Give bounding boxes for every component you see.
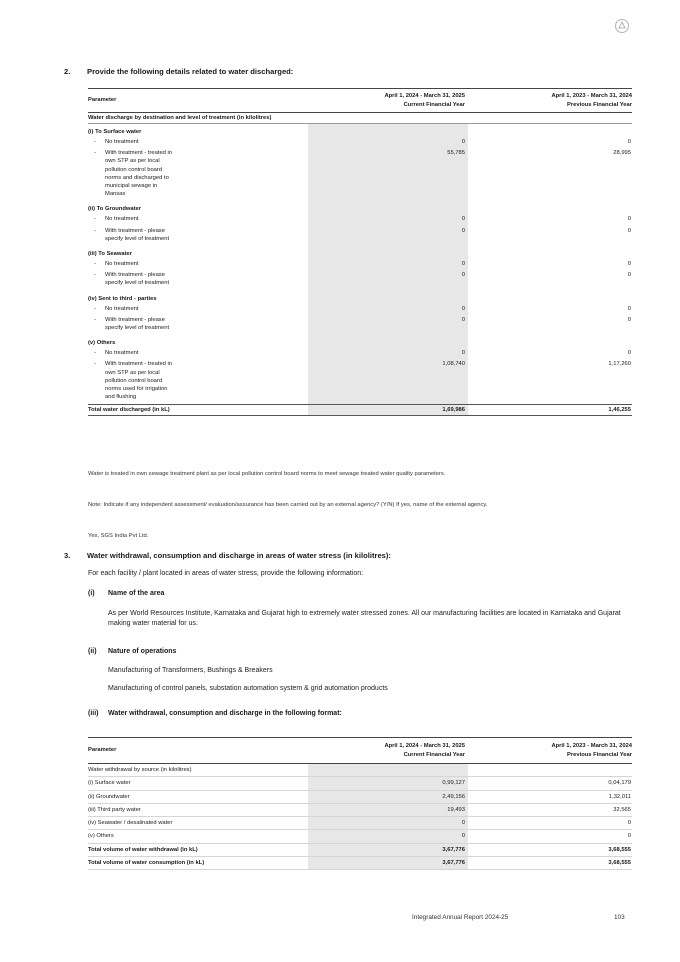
current-year-value: 0 <box>308 349 468 360</box>
subsection-title: Nature of operations <box>108 648 177 655</box>
table-row <box>88 305 632 316</box>
total-label: Total water discharged (in kL) <box>88 405 308 416</box>
current-year-value: 3,67,776 <box>308 857 468 870</box>
header-parameter: Parameter <box>88 89 308 113</box>
row-label: With treatment - treated in own STP as per local pollution control board norms and discharged to municipal sewage in Mansas <box>105 150 173 198</box>
row-label: No treatment <box>105 139 139 145</box>
header-previous-year: April 1, 2023 - March 31, 2024 Previous Financial Year <box>468 738 632 764</box>
note-assurance: Note: Indicate if any independent assessment/ evaluation/assurance has been carried out by an external agency? (Y/N) If yes, name of the external agency. <box>88 502 488 508</box>
row-label: With treatment - treated in own STP as per local pollution control board norms used for irrigation and flushing <box>105 361 173 401</box>
row-label-cell <box>88 215 308 226</box>
section-3-intro: For each facility / plant located in areas of water stress, provide the following information: <box>88 570 364 577</box>
table-total-row <box>88 405 632 416</box>
previous-year-value: 0 <box>627 272 631 279</box>
current-year-value: 0 <box>308 271 468 290</box>
previous-year-value: 0 <box>468 830 632 843</box>
note-treatment: Water is treated in own sewage treatment plant as per local pollution control board norms to meet sewage treated water quality parameters. <box>88 471 446 477</box>
current-year-value: 0,99,127 <box>308 777 468 790</box>
table-row <box>88 271 632 290</box>
row-label: With treatment - please specify level of treatment <box>105 316 170 332</box>
table-row <box>88 215 632 226</box>
table-row <box>88 260 632 271</box>
table-row <box>88 843 632 856</box>
header-current-year: April 1, 2024 - March 31, 2025 Current Financial Year <box>308 89 468 113</box>
section-number: 2. <box>64 67 71 76</box>
row-label: (iii) Third party water <box>88 803 308 816</box>
row-label: Water withdrawal by source (in kilolitres) <box>88 764 308 777</box>
area-description: As per World Resources Institute, Karnataka and Gujarat high to extremely water stressed zones. All our manufacturing facilities are located in Karnataka and Gujarat making water material for us. <box>108 610 621 627</box>
current-year-value: 0 <box>308 316 468 335</box>
previous-year-value: 0 <box>627 216 631 223</box>
row-label: With treatment - please specify level of treatment <box>105 227 170 242</box>
water-discharge-table <box>88 88 632 416</box>
dash-bullet: - <box>94 272 96 279</box>
current-year-value: 1,08,740 <box>308 360 468 405</box>
operations-line-1: Manufacturing of Transformers, Bushings & Breakers <box>108 667 273 674</box>
row-label-cell <box>88 271 308 290</box>
section-3-heading <box>64 551 624 563</box>
dash-bullet: - <box>94 139 96 145</box>
previous-year-cell <box>468 335 632 349</box>
current-year-value: 0 <box>308 138 468 149</box>
table-row <box>88 817 632 830</box>
previous-year-value: 0 <box>627 139 631 145</box>
total-current: 1,69,986 <box>308 405 468 416</box>
current-year-value: 0 <box>308 215 468 226</box>
current-year-cell <box>308 291 468 305</box>
row-label: (i) Surface water <box>88 777 308 790</box>
row-label-cell <box>88 305 308 316</box>
row-label-cell <box>88 227 308 246</box>
section-2-heading <box>64 67 624 79</box>
subsection-ii-heading <box>88 648 628 658</box>
table-group-row <box>88 201 632 215</box>
row-label: No treatment <box>105 216 139 223</box>
dash-bullet: - <box>94 216 96 223</box>
dash-bullet: - <box>94 305 96 312</box>
table-header-row <box>88 738 632 764</box>
row-label: (v) Others <box>88 830 308 843</box>
group-label-cell: (iv) Sent to third - parties <box>88 295 157 302</box>
brand-logo-icon <box>614 18 630 34</box>
previous-year-value <box>468 764 632 777</box>
previous-year-value: 0 <box>627 305 631 312</box>
previous-year-value: 0 <box>627 227 631 234</box>
dash-bullet: - <box>94 350 96 357</box>
previous-year-value: 0 <box>627 316 631 323</box>
current-year-value: 0 <box>308 305 468 316</box>
row-label: Total volume of water withdrawal (in kL) <box>88 843 308 856</box>
dash-bullet: - <box>94 316 96 323</box>
previous-year-value: 0 <box>627 261 631 268</box>
table-row <box>88 227 632 246</box>
section-number: 3. <box>64 551 71 560</box>
row-label: No treatment <box>105 305 139 312</box>
table-row <box>88 138 632 149</box>
previous-year-value: 1,32,011 <box>468 790 632 803</box>
table-group-row <box>88 246 632 260</box>
table-row <box>88 777 632 790</box>
water-stress-table <box>88 737 632 870</box>
operations-line-2: Manufacturing of control panels, substation automation system & grid automation products <box>108 685 388 692</box>
total-previous: 1,46,255 <box>468 405 632 416</box>
dash-bullet: - <box>94 361 96 368</box>
header-parameter: Parameter <box>88 738 308 764</box>
previous-year-value: 3,68,555 <box>468 857 632 870</box>
current-year-value: 0 <box>308 817 468 830</box>
current-year-value: 0 <box>308 227 468 246</box>
table-row <box>88 316 632 335</box>
table-group-row <box>88 291 632 305</box>
previous-year-value: 28,995 <box>613 150 631 157</box>
previous-year-value: 1,17,260 <box>608 361 631 368</box>
current-year-value: 0 <box>308 830 468 843</box>
previous-year-value: 0,04,179 <box>468 777 632 790</box>
footer-report-title: Integrated Annual Report 2024-25 <box>412 914 509 921</box>
row-label-cell <box>88 316 308 335</box>
current-year-value: 2,49,156 <box>308 790 468 803</box>
dash-bullet: - <box>94 227 96 234</box>
current-year-cell <box>308 246 468 260</box>
table-row <box>88 360 632 405</box>
current-year-value: 0 <box>308 260 468 271</box>
table-row <box>88 349 632 360</box>
group-label-cell: (iii) To Seawater <box>88 251 133 258</box>
header-previous-year: April 1, 2023 - March 31, 2024 Previous Financial Year <box>468 89 632 113</box>
subsection-iii-heading <box>88 710 628 720</box>
subsection-number: (i) <box>88 590 95 597</box>
previous-year-value: 0 <box>627 350 631 357</box>
current-year-cell <box>308 201 468 215</box>
table-row <box>88 764 632 777</box>
previous-year-cell <box>468 201 632 215</box>
note-assurance-answer: Yes, SGS India Pvt Ltd. <box>88 533 149 539</box>
header-current-year: April 1, 2024 - March 31, 2025 Current Financial Year <box>308 738 468 764</box>
section-title: Water withdrawal, consumption and discharge in areas of water stress (in kilolitres): <box>87 551 391 560</box>
previous-year-cell <box>468 124 632 139</box>
table-row <box>88 830 632 843</box>
group-label-cell: (i) To Surface water <box>88 129 142 135</box>
section-title: Provide the following details related to water discharged: <box>87 67 294 76</box>
row-label: (ii) Groundwater <box>88 790 308 803</box>
subsection-number: (iii) <box>88 710 99 717</box>
current-year-cell <box>308 124 468 139</box>
row-label-cell <box>88 138 308 149</box>
subsection-title: Name of the area <box>108 590 165 597</box>
row-label-cell <box>88 149 308 201</box>
table-row <box>88 803 632 816</box>
previous-year-value: 3,68,555 <box>468 843 632 856</box>
current-year-value: 3,67,776 <box>308 843 468 856</box>
section-heading-cell: Water discharge by destination and level of treatment (in kilolitres) <box>88 113 632 124</box>
table-row <box>88 857 632 870</box>
row-label-cell <box>88 260 308 271</box>
table-section-heading-row <box>88 113 632 124</box>
table-group-row <box>88 335 632 349</box>
group-label-cell: (ii) To Groundwater <box>88 206 142 213</box>
current-year-value <box>308 764 468 777</box>
subsection-i-heading <box>88 590 628 600</box>
dash-bullet: - <box>94 150 96 157</box>
previous-year-value: 0 <box>468 817 632 830</box>
previous-year-value: 32,565 <box>468 803 632 816</box>
current-year-value: 55,785 <box>308 149 468 201</box>
current-year-value: 19,493 <box>308 803 468 816</box>
row-label-cell <box>88 349 308 360</box>
row-label: With treatment - please specify level of treatment <box>105 272 170 287</box>
table-group-row <box>88 124 632 139</box>
row-label-cell <box>88 360 308 405</box>
previous-year-cell <box>468 246 632 260</box>
current-year-cell <box>308 335 468 349</box>
row-label: (iv) Seawater / desalinated water <box>88 817 308 830</box>
table-row <box>88 790 632 803</box>
row-label: Total volume of water consumption (in kL) <box>88 857 308 870</box>
subsection-number: (ii) <box>88 648 97 655</box>
table-header-row <box>88 89 632 113</box>
footer-page-number: 103 <box>614 914 625 921</box>
row-label: No treatment <box>105 350 139 357</box>
subsection-title: Water withdrawal, consumption and discharge in the following format: <box>108 710 342 717</box>
group-label-cell: (v) Others <box>88 340 116 347</box>
dash-bullet: - <box>94 261 96 268</box>
row-label: No treatment <box>105 261 139 268</box>
previous-year-cell <box>468 291 632 305</box>
table-row <box>88 149 632 201</box>
